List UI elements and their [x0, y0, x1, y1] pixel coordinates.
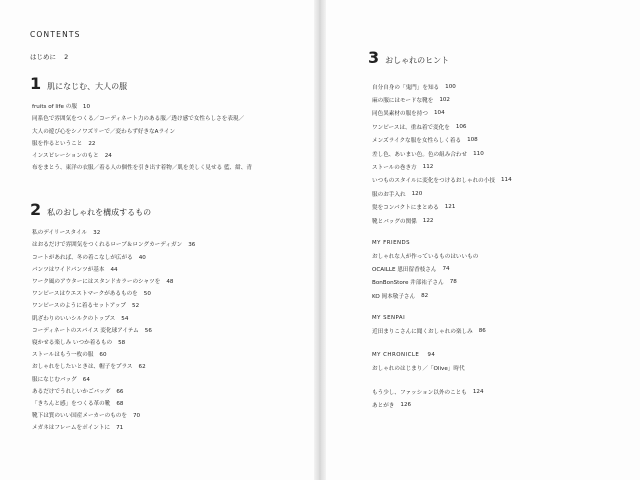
entry-label: パンツはワイドパンツが基本 — [32, 266, 105, 273]
entry-page: 78 — [449, 279, 457, 286]
entry-page: 102 — [439, 97, 450, 104]
entry-label: 近田まりこさんに聞くおしゃれの楽しみ — [372, 328, 473, 335]
toc-entry — [32, 163, 252, 175]
intro-entry — [30, 52, 68, 61]
closing-entries — [372, 385, 484, 412]
toc-entry — [32, 411, 195, 423]
chapter-1-heading — [30, 74, 127, 93]
entry-page: 64 — [82, 376, 90, 383]
toc-entry — [32, 350, 195, 362]
my-chronicle-page: 94 — [427, 352, 436, 358]
entry-page: 32 — [93, 230, 101, 237]
entry-page: 100 — [445, 83, 456, 90]
entry-label: もう少し、ファッション以外のことも — [372, 389, 467, 396]
chapter-title: 肌になじむ、大人の服 — [47, 82, 128, 91]
toc-entry — [372, 398, 484, 411]
chapter-3-heading — [368, 48, 449, 67]
toc-entry — [372, 249, 478, 262]
toc-entry — [372, 147, 512, 160]
entry-page: 60 — [99, 352, 107, 359]
entry-page: 50 — [143, 291, 151, 298]
entry-label: ストールの巻き方 — [372, 165, 417, 172]
entry-page: 120 — [411, 190, 423, 197]
entry-page: 10 — [82, 104, 91, 111]
toc-entry — [32, 114, 252, 126]
entry-page: 22 — [88, 140, 96, 147]
entry-label: fruits of life の服 — [32, 104, 77, 111]
toc-entry — [372, 276, 478, 289]
entry-label: 同系色で雰囲気をつくる／コーディネート力のある服／透け感で女性らしさを表現／ — [32, 116, 245, 123]
toc-entry — [32, 228, 195, 240]
entry-label: 服を作るということ — [32, 140, 83, 147]
my-senpai-heading: MY SENPAI — [372, 315, 406, 321]
entry-label: おしゃれな人が作っているものはいいもの — [372, 253, 479, 260]
entry-label: いつものスタイルに変化をつけるおしゃれの小技 — [372, 178, 495, 185]
entry-page: 86 — [478, 327, 486, 334]
toc-entry — [32, 326, 195, 338]
chapter-2-heading — [30, 200, 151, 219]
entry-label: ワンピースは、重ね着で変化を — [372, 124, 450, 131]
toc-entry — [372, 107, 512, 120]
toc-entry — [32, 102, 252, 114]
toc-entry — [32, 139, 252, 151]
entry-label: 麻の服にはモードな靴を — [372, 98, 434, 105]
entry-label: 肌ざわりのいいシルクのトップス — [32, 315, 116, 322]
chapter-1-entries — [32, 102, 252, 175]
entry-label: おしゃれのはじまり／「Olive」時代 — [372, 365, 465, 372]
toc-entry — [32, 151, 252, 163]
toc-entry — [32, 313, 195, 325]
toc-entry — [32, 338, 195, 350]
toc-entry — [372, 93, 512, 106]
chapter-title: 私のおしゃれを構成するもの — [47, 208, 152, 217]
toc-entry — [32, 126, 252, 138]
chapter-number: 1 — [30, 74, 42, 93]
entry-page: 112 — [422, 164, 434, 171]
entry-page: 66 — [116, 388, 124, 395]
toc-entry — [32, 277, 195, 289]
toc-entry — [32, 362, 195, 374]
chapter-title: おしゃれのヒント — [385, 56, 450, 65]
intro-label: はじめに — [30, 53, 56, 61]
entry-page: 124 — [472, 388, 484, 395]
my-chronicle-label: MY CHRONICLE — [372, 352, 420, 358]
toc-entry — [32, 252, 195, 264]
entry-label: BonBonStore 井部祐子さん — [372, 280, 444, 287]
entry-page: 71 — [116, 425, 124, 432]
toc-entry — [32, 301, 195, 313]
entry-label: 服になじむバッグ — [32, 376, 77, 383]
entry-page: 62 — [138, 364, 146, 371]
entry-label: ワンピースのように着るセットアップ — [32, 303, 127, 310]
entry-label: コーディネートのスパイス 変化球アイテム — [32, 327, 139, 334]
entry-label: ストールはもう一枚の服 — [32, 352, 94, 359]
toc-entry — [372, 80, 512, 93]
chapter-number: 2 — [30, 200, 42, 219]
toc-entry — [372, 134, 512, 147]
chapter-3-entries — [372, 80, 512, 227]
toc-entry — [32, 240, 195, 252]
chapter-2-entries — [32, 228, 195, 435]
my-friends-heading: MY FRIENDS — [372, 240, 411, 246]
entry-page: 68 — [116, 400, 124, 407]
my-chronicle-heading — [372, 352, 435, 358]
entry-page: 56 — [144, 327, 152, 334]
entry-page: 114 — [500, 177, 512, 184]
toc-entry — [372, 120, 512, 133]
chapter-number: 3 — [368, 48, 380, 67]
entry-label: 靴とバッグの関係 — [372, 218, 417, 225]
entry-label: OCAILLE 恩田留香枝さん — [372, 267, 437, 274]
entry-label: 「きちんと感」をつくる革の靴 — [32, 400, 111, 407]
entry-label: あるだけでうれしいかごバッグ — [32, 388, 111, 395]
toc-entry — [372, 385, 484, 398]
entry-page: 82 — [421, 292, 429, 299]
my-chronicle-entries — [372, 361, 465, 374]
entry-page: 106 — [455, 123, 467, 130]
book-gutter — [314, 0, 326, 480]
entry-label: あとがき — [372, 403, 395, 410]
entry-label: 寝かせる楽しみ いつか着るもの — [32, 339, 113, 346]
toc-entry — [32, 423, 195, 435]
entry-page: 36 — [188, 242, 196, 249]
entry-page: 48 — [166, 279, 174, 286]
toc-entry — [372, 262, 478, 275]
my-senpai-entries — [372, 324, 486, 337]
entry-label: 髪をコンパクトにまとめる — [372, 205, 439, 212]
toc-entry — [32, 386, 195, 398]
toc-entry — [372, 187, 512, 200]
intro-page: 2 — [64, 53, 69, 61]
entry-label: 服のお手入れ — [372, 191, 406, 198]
entry-page: 104 — [433, 110, 445, 117]
toc-entry — [32, 374, 195, 386]
entry-page: 70 — [132, 413, 141, 420]
contents-heading: CONTENTS — [30, 30, 81, 39]
entry-page: 122 — [422, 217, 434, 224]
toc-entry — [32, 289, 195, 301]
entry-page: 110 — [473, 150, 484, 157]
toc-entry — [372, 361, 465, 374]
toc-entry — [32, 265, 195, 277]
entry-label: 私のデイリースタイル — [32, 230, 88, 237]
toc-entry — [372, 174, 512, 187]
entry-label: メンズライクな服を女性らしく着る — [372, 138, 462, 145]
entry-page: 40 — [138, 254, 146, 261]
toc-entry — [372, 214, 512, 227]
entry-label: コートがあれば、冬の着こなしが広がる — [32, 254, 133, 261]
entry-label: 大人の遊び心をシノワズリーで／変わらず好きなAライン — [32, 128, 176, 135]
entry-label: ワンピースはウエストマークがあるものを — [32, 291, 138, 298]
entry-page: 52 — [132, 303, 140, 310]
toc-entry — [372, 160, 512, 173]
entry-page: 54 — [121, 315, 129, 322]
entry-label: KO 岡本敬子さん — [372, 293, 416, 300]
entry-label: おしゃれをしたいときは、帽子をプラス — [32, 364, 133, 371]
entry-page: 24 — [104, 153, 112, 160]
entry-label: メガネはフレームをポイントに — [32, 425, 111, 432]
entry-label: 差し色、あいまい色。色の組み合わせ — [372, 151, 468, 158]
my-friends-entries — [372, 249, 478, 303]
entry-page: 44 — [110, 266, 118, 273]
entry-label: 同色異素材の服を持つ — [372, 111, 428, 118]
toc-entry — [372, 289, 478, 302]
entry-label: インスピレーションのもと — [32, 153, 99, 160]
entry-page: 74 — [442, 266, 450, 273]
toc-entry — [32, 399, 195, 411]
entry-page: 58 — [118, 339, 126, 346]
entry-label: 靴下は質のいい国産メーカーのものを — [32, 413, 127, 420]
entry-label: はおるだけで雰囲気をつくれるローブ＆ロングカーディガン — [32, 242, 183, 249]
entry-page: 108 — [467, 137, 478, 144]
entry-label: 布をまとう、東洋の衣服／着る人の個性を引き出す着物／肌を美しく見せる 藍、紺、青 — [32, 165, 252, 172]
toc-entry — [372, 201, 512, 214]
toc-entry — [372, 324, 486, 337]
entry-label: ワーク風のアウターにはスタンドカラーのシャツを — [32, 279, 161, 286]
entry-page: 121 — [444, 204, 456, 211]
entry-page: 126 — [400, 402, 412, 409]
entry-label: 自分自身の「鬼門」を知る — [372, 84, 440, 91]
